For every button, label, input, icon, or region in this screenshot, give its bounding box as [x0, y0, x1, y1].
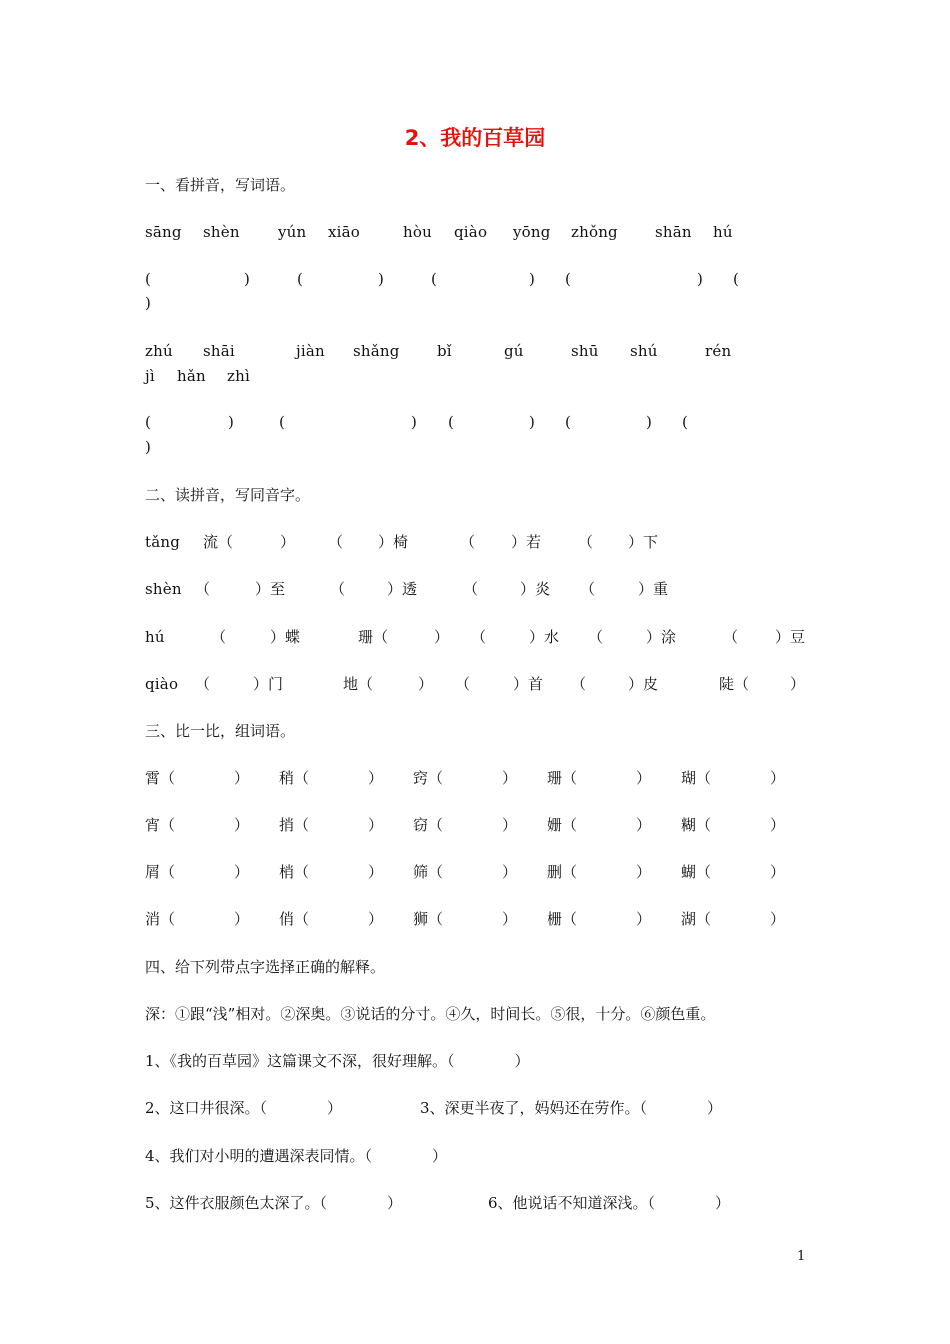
paren-open: ( [448, 413, 454, 431]
compare-char: 筛（ [413, 863, 444, 881]
pinyin-word: shú [630, 342, 658, 360]
homophone-item: （ [330, 580, 346, 598]
homophone-item: （ [471, 628, 487, 646]
question-6: 6、他说话不知道深浅。（ ） [488, 1194, 731, 1212]
paren-close: ) [646, 413, 652, 431]
paren-open: ( [297, 270, 303, 288]
paren-open: ( [279, 413, 285, 431]
section-1-heading: 一、看拼音，写词语。 [145, 176, 296, 194]
page-number: 1 [797, 1249, 806, 1264]
page-title: 2、我的百草园 [404, 126, 546, 150]
compare-char: 狮（ [413, 910, 444, 928]
compare-close: ） [234, 816, 250, 834]
definition-list: 深：①跟“浅”相对。②深奥。③说话的分寸。④久，时间长。⑤很，十分。⑥颜色重。 [145, 1005, 716, 1023]
homophone-item: ）透 [387, 580, 418, 598]
pinyin-word: zhǒng [571, 223, 618, 241]
compare-char: 稍（ [279, 769, 310, 787]
homophone-item: （ [455, 675, 471, 693]
pinyin-word: xiāo [328, 223, 361, 241]
pinyin-word: zhì [227, 367, 250, 385]
pinyin-word: hú [713, 223, 733, 241]
pinyin-word: shāi [203, 342, 235, 360]
compare-close: ） [502, 769, 518, 787]
homophone-item: 珊（ [358, 628, 389, 646]
compare-char: 捎（ [279, 816, 310, 834]
compare-close: ） [234, 910, 250, 928]
homophone-item: ）涂 [646, 628, 677, 646]
homophone-item: （ [195, 580, 211, 598]
homophone-item: ）重 [638, 580, 669, 598]
pinyin-word: hǎn [177, 367, 206, 385]
section-4-heading: 四、给下列带点字选择正确的解释。 [145, 958, 386, 976]
compare-close: ） [502, 816, 518, 834]
compare-close: ） [770, 769, 786, 787]
paren-close: ) [145, 294, 151, 312]
compare-char: 糊（ [681, 816, 712, 834]
pinyin-word: shǎng [353, 342, 400, 360]
paren-close: ) [244, 270, 250, 288]
homophone-item: （ [463, 580, 479, 598]
compare-char: 珊（ [547, 769, 578, 787]
pinyin-word: shān [655, 223, 692, 241]
homophone-item: （ [571, 675, 587, 693]
homophone-item: （ [211, 628, 227, 646]
compare-char: 屑（ [145, 863, 176, 881]
compare-char: 删（ [547, 863, 578, 881]
pinyin-word: gú [504, 342, 524, 360]
paren-close: ) [378, 270, 384, 288]
pinyin-word: shèn [203, 223, 240, 241]
homophone-item: ）至 [255, 580, 286, 598]
homophone-item: （ [578, 533, 594, 551]
paren-open: ( [145, 270, 151, 288]
paren-open: ( [565, 413, 571, 431]
paren-close: ) [411, 413, 417, 431]
compare-char: 霄（ [145, 769, 176, 787]
pinyin-word: zhú [145, 342, 173, 360]
pinyin-word: qiào [454, 223, 488, 241]
pinyin-word: hòu [403, 223, 432, 241]
homophone-item: （ [588, 628, 604, 646]
compare-close: ） [636, 910, 652, 928]
section-2-heading: 二、读拼音，写同音字。 [145, 486, 311, 504]
compare-close: ） [770, 863, 786, 881]
homophone-item: ） [280, 533, 296, 551]
homophone-item: ）皮 [628, 675, 659, 693]
compare-close: ） [770, 816, 786, 834]
compare-close: ） [234, 863, 250, 881]
homophone-item: ）豆 [775, 628, 806, 646]
pinyin-word: shū [571, 342, 599, 360]
section-3-heading: 三、比一比，组词语。 [145, 722, 296, 740]
compare-char: 梢（ [279, 863, 310, 881]
compare-char: 窃（ [413, 816, 444, 834]
paren-close: ) [145, 438, 151, 456]
compare-close: ） [502, 910, 518, 928]
compare-close: ） [636, 863, 652, 881]
homophone-item: 流（ [203, 533, 234, 551]
compare-char: 宵（ [145, 816, 176, 834]
compare-close: ） [234, 769, 250, 787]
paren-close: ) [697, 270, 703, 288]
compare-close: ） [368, 769, 384, 787]
homophone-pinyin: tǎng [145, 533, 181, 551]
compare-char: 俏（ [279, 910, 310, 928]
compare-char: 姗（ [547, 816, 578, 834]
compare-char: 栅（ [547, 910, 578, 928]
homophone-item: ）若 [511, 533, 542, 551]
paren-close: ) [228, 413, 234, 431]
homophone-pinyin: hú [145, 628, 165, 646]
paren-close: ) [529, 413, 535, 431]
compare-char: 湖（ [681, 910, 712, 928]
homophone-item: ）门 [253, 675, 284, 693]
compare-char: 窍（ [413, 769, 444, 787]
paren-open: ( [565, 270, 571, 288]
compare-close: ） [368, 816, 384, 834]
compare-close: ） [368, 863, 384, 881]
homophone-item: 陡（ [719, 675, 750, 693]
compare-char: 蝴（ [681, 863, 712, 881]
homophone-item: （ [328, 533, 344, 551]
paren-open: ( [145, 413, 151, 431]
compare-close: ） [770, 910, 786, 928]
compare-close: ） [368, 910, 384, 928]
homophone-item: （ [723, 628, 739, 646]
question-2: 2、这口井很深。（ ） [145, 1099, 343, 1117]
question-4: 4、我们对小明的遭遇深表同情。（ ） [145, 1147, 448, 1165]
homophone-item: ） [434, 628, 450, 646]
homophone-item: ）下 [628, 533, 659, 551]
homophone-pinyin: qiào [145, 675, 179, 693]
question-1: 1、《我的百草园》这篇课文不深，很好理解。（ ） [145, 1052, 530, 1070]
pinyin-word: jì [145, 367, 155, 385]
pinyin-word: rén [705, 342, 732, 360]
homophone-pinyin: shèn [145, 580, 182, 598]
homophone-item: 地（ [343, 675, 374, 693]
homophone-item: ） [418, 675, 434, 693]
pinyin-word: sāng [145, 223, 182, 241]
homophone-item: ）蝶 [270, 628, 301, 646]
question-3: 3、深更半夜了，妈妈还在劳作。（ ） [420, 1099, 723, 1117]
compare-close: ） [636, 769, 652, 787]
compare-char: 消（ [145, 910, 176, 928]
paren-open: ( [431, 270, 437, 288]
pinyin-word: yōng [513, 223, 551, 241]
paren-close: ) [529, 270, 535, 288]
pinyin-word: yún [278, 223, 307, 241]
compare-char: 瑚（ [681, 769, 712, 787]
homophone-item: ）水 [529, 628, 560, 646]
homophone-item: （ [195, 675, 211, 693]
homophone-item: ） [790, 675, 806, 693]
compare-close: ） [502, 863, 518, 881]
pinyin-word: bǐ [437, 342, 452, 360]
paren-open: ( [733, 270, 739, 288]
compare-close: ） [636, 816, 652, 834]
homophone-item: ）首 [513, 675, 544, 693]
homophone-item: （ [460, 533, 476, 551]
paren-open: ( [682, 413, 688, 431]
homophone-item: ）炎 [520, 580, 551, 598]
question-5: 5、这件衣服颜色太深了。（ ） [145, 1194, 403, 1212]
homophone-item: ）椅 [378, 533, 409, 551]
homophone-item: （ [580, 580, 596, 598]
pinyin-word: jiàn [296, 342, 325, 360]
